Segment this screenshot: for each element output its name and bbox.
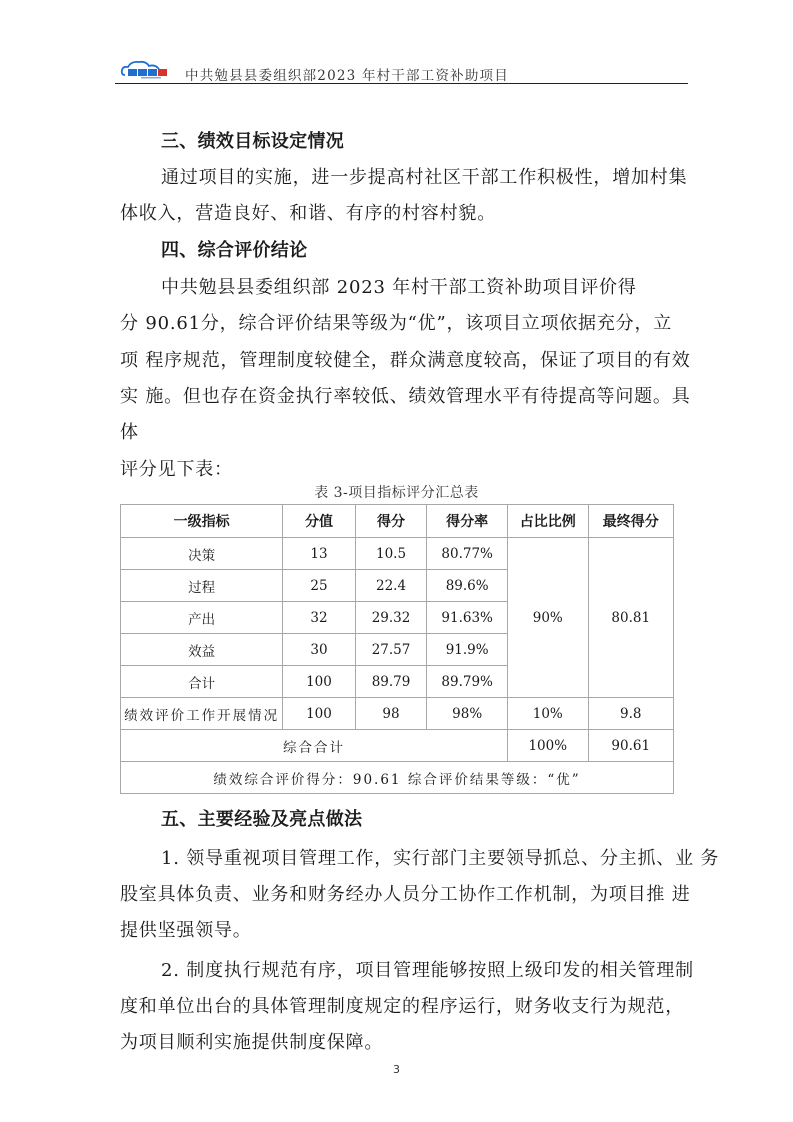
total-label-cell: 综合合计 — [121, 730, 508, 762]
score-cell: 89.79 — [355, 666, 427, 698]
table-caption: 表 3-项目指标评分汇总表 — [314, 485, 479, 501]
section-5-line: 2. 制度执行规范有序，项目管理能够按照上级印发的相关管理制 — [161, 960, 694, 981]
max-score-cell: 30 — [283, 634, 355, 666]
section-4-title: 四、综合评价结论 — [161, 240, 308, 261]
header-cell: 得分 — [355, 505, 427, 538]
score-cell: 22.4 — [355, 570, 427, 602]
company-logo-icon — [119, 60, 169, 80]
group-final-cell: 80.81 — [588, 538, 674, 698]
section-5-title: 五、主要经验及亮点做法 — [161, 809, 363, 830]
table-row — [121, 698, 674, 730]
max-score-cell: 13 — [283, 538, 355, 570]
header-cell: 一级指标 — [121, 505, 283, 538]
section-3-line: 体收入，营造良好、和谐、有序的村容村貌。 — [120, 203, 496, 224]
table-summary-row — [121, 762, 674, 794]
indicator-cell: 绩效评价工作开展情况 — [121, 698, 283, 730]
score-cell: 29.32 — [355, 602, 427, 634]
indicator-cell: 产出 — [121, 602, 283, 634]
indicator-cell: 效益 — [121, 634, 283, 666]
summary-cell: 绩效综合评价得分：90.61 综合评价结果等级：“优” — [121, 762, 674, 794]
section-3-line: 通过项目的实施，进一步提高村社区干部工作积极性，增加村集 — [161, 167, 688, 188]
header-cell: 最终得分 — [588, 505, 674, 538]
max-score-cell: 25 — [283, 570, 355, 602]
page-number: 3 — [393, 1063, 400, 1076]
indicator-cell: 决策 — [121, 538, 283, 570]
total-weight-cell: 100% — [507, 730, 588, 762]
rate-cell: 80.77% — [427, 538, 508, 570]
section-4-line: 项 程序规范，管理制度较健全，群众满意度较高，保证了项目的有效 — [120, 350, 691, 371]
running-header — [115, 58, 688, 84]
header-cell: 占比比例 — [507, 505, 588, 538]
rate-cell: 89.79% — [427, 666, 508, 698]
indicator-cell: 过程 — [121, 570, 283, 602]
section-3-title: 三、绩效目标设定情况 — [161, 131, 344, 152]
table-total-row — [121, 730, 674, 762]
section-4-line: 体 — [120, 422, 139, 443]
section-5-line: 为项目顺利实施提供制度保障。 — [120, 1032, 384, 1053]
section-5-line: 1. 领导重视项目管理工作，实行部门主要领导抓总、分主抓、业 务 — [161, 848, 720, 869]
weight-cell: 10% — [507, 698, 588, 730]
total-final-cell: 90.61 — [588, 730, 674, 762]
header-cell: 得分率 — [427, 505, 508, 538]
score-summary-table — [120, 504, 674, 794]
section-5-line: 度和单位出台的具体管理制度规定的程序运行，财务收支行为规范， — [120, 996, 684, 1017]
max-score-cell: 100 — [283, 666, 355, 698]
header-divider — [115, 83, 688, 84]
section-5-line: 股室具体负责、业务和财务经办人员分工协作工作机制，为项目推 进 — [120, 884, 691, 905]
running-header-title: 中共勉县县委组织部2023 年村干部工资补助项目 — [185, 68, 509, 84]
score-cell: 98 — [355, 698, 427, 730]
table-row — [121, 538, 674, 570]
max-score-cell: 100 — [283, 698, 355, 730]
final-score-cell: 9.8 — [588, 698, 674, 730]
indicator-cell: 合计 — [121, 666, 283, 698]
section-4-line: 中共勉县县委组织部 2023 年村干部工资补助项目评价得 — [161, 277, 637, 298]
section-4-line: 评分见下表： — [120, 459, 233, 480]
section-4-line: 实 施。但也存在资金执行率较低、绩效管理水平有待提高等问题。具 — [120, 386, 691, 407]
rate-cell: 91.9% — [427, 634, 508, 666]
section-5-line: 提供坚强领导。 — [120, 920, 252, 941]
rate-cell: 89.6% — [427, 570, 508, 602]
max-score-cell: 32 — [283, 602, 355, 634]
table-header-row — [121, 505, 674, 538]
rate-cell: 98% — [427, 698, 508, 730]
rate-cell: 91.63% — [427, 602, 508, 634]
section-4-line: 分 90.61分，综合评价结果等级为“优”，该项目立项依据充分，立 — [120, 313, 673, 334]
header-cell: 分值 — [283, 505, 355, 538]
group-weight-cell: 90% — [507, 538, 588, 698]
score-cell: 10.5 — [355, 538, 427, 570]
score-cell: 27.57 — [355, 634, 427, 666]
